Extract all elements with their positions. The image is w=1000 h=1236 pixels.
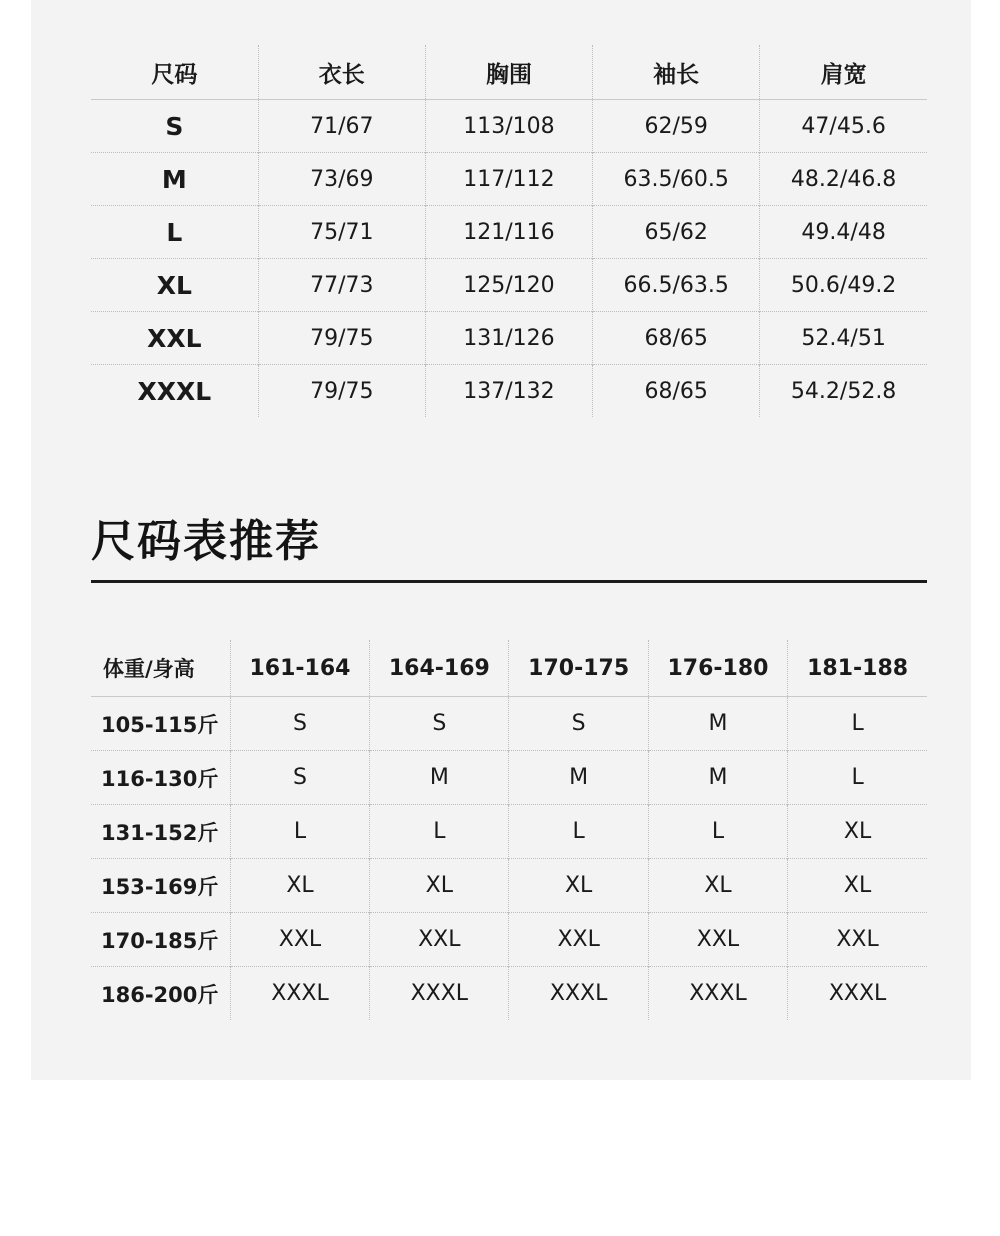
- size-chart-header-row: [91, 45, 927, 100]
- recommended-size: XXL: [788, 913, 927, 967]
- chest-value: 121/116: [425, 206, 592, 259]
- recommended-size: XXXL: [788, 967, 927, 1021]
- recommended-size: M: [648, 751, 787, 805]
- recommended-size: M: [370, 751, 509, 805]
- recommended-size: L: [370, 805, 509, 859]
- recommended-size: L: [648, 805, 787, 859]
- recommended-size: M: [648, 697, 787, 751]
- header-sleeve: 袖长: [593, 45, 760, 100]
- table-row: [91, 365, 927, 418]
- table-row: [91, 312, 927, 365]
- weight-label: 105-115斤: [101, 712, 219, 737]
- recommended-size: L: [788, 697, 927, 751]
- header-shoulder: 肩宽: [760, 45, 927, 100]
- table-row: [91, 805, 927, 859]
- recommended-size: XXL: [370, 913, 509, 967]
- header-chest: 胸围: [425, 45, 592, 100]
- recommended-size: S: [230, 751, 369, 805]
- header-weight-height: 体重/身高: [91, 640, 230, 697]
- header-height-range: 181-188: [788, 640, 927, 697]
- recommended-size: S: [230, 697, 369, 751]
- table-row: [91, 153, 927, 206]
- shoulder-value: 54.2/52.8: [760, 365, 927, 418]
- shoulder-value: 50.6/49.2: [760, 259, 927, 312]
- length-value: 75/71: [258, 206, 425, 259]
- sleeve-value: 65/62: [593, 206, 760, 259]
- recommended-size: XXXL: [509, 967, 648, 1021]
- shoulder-value: 49.4/48: [760, 206, 927, 259]
- recommended-size: XXL: [509, 913, 648, 967]
- recommended-size: XL: [370, 859, 509, 913]
- table-row: [91, 751, 927, 805]
- table-row: [91, 259, 927, 312]
- size-label: S: [165, 111, 184, 141]
- chest-value: 117/112: [425, 153, 592, 206]
- shoulder-value: 48.2/46.8: [760, 153, 927, 206]
- size-label: XXL: [91, 312, 258, 365]
- table-row: [91, 206, 927, 259]
- weight-label: 116-130斤: [91, 751, 230, 805]
- recommended-size: XL: [509, 859, 648, 913]
- recommended-size: L: [788, 751, 927, 805]
- recommended-size: XXXL: [230, 967, 369, 1021]
- length-value: 77/73: [258, 259, 425, 312]
- sleeve-value: 68/65: [593, 312, 760, 365]
- size-label: XL: [91, 259, 258, 312]
- table-row: [91, 967, 927, 1021]
- header-height-range: 176-180: [648, 640, 787, 697]
- weight-label: 170-185斤: [91, 913, 230, 967]
- header-size: 尺码: [91, 45, 258, 100]
- recommended-size: L: [230, 805, 369, 859]
- size-chart-table: [91, 45, 927, 417]
- sleeve-value: 66.5/63.5: [593, 259, 760, 312]
- length-value: 79/75: [258, 365, 425, 418]
- chest-value: 137/132: [425, 365, 592, 418]
- header-height-range: 170-175: [509, 640, 648, 697]
- table-row: [91, 913, 927, 967]
- recommended-size: XL: [788, 805, 927, 859]
- chest-value: 113/108: [425, 100, 592, 153]
- size-recommendation-table: [91, 640, 927, 1020]
- sleeve-value: 62/59: [593, 100, 760, 153]
- section-divider: [91, 580, 927, 583]
- header-height-range: 161-164: [230, 640, 369, 697]
- sleeve-value: 68/65: [593, 365, 760, 418]
- chest-value: 131/126: [425, 312, 592, 365]
- shoulder-value: 47/45.6: [760, 100, 927, 153]
- weight-label: 153-169斤: [91, 859, 230, 913]
- header-length: 衣长: [258, 45, 425, 100]
- shoulder-value: 52.4/51: [760, 312, 927, 365]
- table-row: [91, 859, 927, 913]
- weight-label: 131-152斤: [91, 805, 230, 859]
- recommended-size: XXL: [230, 913, 369, 967]
- chest-value: 125/120: [425, 259, 592, 312]
- header-height-range: 164-169: [370, 640, 509, 697]
- size-label: XXXL: [91, 365, 258, 418]
- length-value: 73/69: [258, 153, 425, 206]
- recommended-size: XL: [230, 859, 369, 913]
- length-value: 79/75: [258, 312, 425, 365]
- section-title: 尺码表推荐: [91, 516, 321, 567]
- recommended-size: XXXL: [648, 967, 787, 1021]
- length-value: 71/67: [258, 100, 425, 153]
- weight-label: 186-200斤: [91, 967, 230, 1021]
- table-row: [91, 697, 927, 751]
- recommended-size: M: [509, 751, 648, 805]
- recommended-size: XXXL: [370, 967, 509, 1021]
- size-label: L: [91, 206, 258, 259]
- recommended-size: XL: [648, 859, 787, 913]
- recommended-size: S: [509, 697, 648, 751]
- recommended-size: S: [370, 697, 509, 751]
- recommended-size: XXL: [648, 913, 787, 967]
- recommended-size: XL: [788, 859, 927, 913]
- recommendation-header-row: [91, 640, 927, 697]
- size-label: M: [91, 153, 258, 206]
- table-row: [91, 100, 927, 153]
- recommended-size: L: [509, 805, 648, 859]
- sleeve-value: 63.5/60.5: [593, 153, 760, 206]
